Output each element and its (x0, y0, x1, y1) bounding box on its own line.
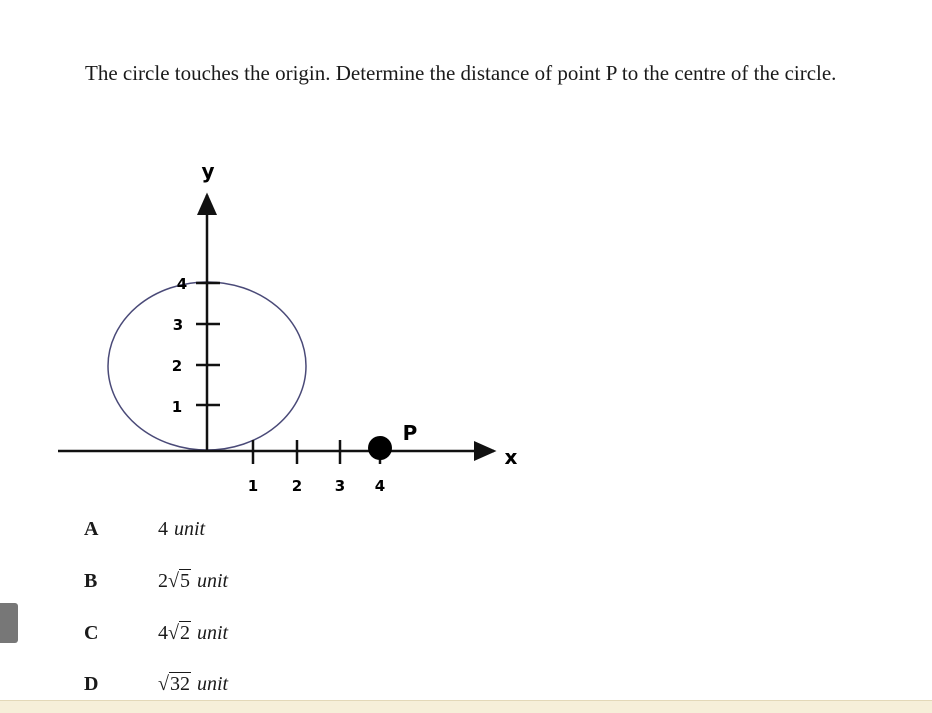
option-b-letter: B (84, 570, 98, 592)
option-b-coef: 2 (158, 570, 168, 592)
option-c-answer (158, 622, 228, 645)
x-axis-label: x (504, 445, 518, 469)
radical-sign-icon: √ (168, 622, 179, 644)
option-d-answer (158, 673, 228, 696)
side-scroll-tab[interactable] (0, 603, 18, 643)
x-tick-label-2: 2 (291, 477, 303, 495)
x-tick-label-3: 3 (334, 477, 346, 495)
bottom-bar (0, 700, 932, 713)
question-text: The circle touches the origin. Determine the distance of point P to the centre of the circle. (85, 61, 837, 85)
y-tick-label-3: 3 (172, 316, 184, 334)
option-c-letter: C (84, 622, 99, 644)
option-c-coef: 4 (158, 622, 168, 644)
radical-sign-icon: √ (168, 570, 179, 592)
option-c-radical (168, 622, 191, 645)
option-b-answer (158, 570, 228, 593)
option-d-radicand: 32 (169, 673, 190, 695)
option-a-unit: unit (174, 518, 206, 540)
option-a-coef: 4 (158, 518, 168, 540)
option-b-radicand: 5 (179, 570, 190, 592)
option-c-unit: unit (196, 622, 229, 644)
option-b-unit: unit (196, 570, 229, 592)
option-a-answer (158, 518, 205, 541)
option-d-radical (158, 673, 191, 696)
point-p (368, 436, 392, 460)
option-b-radical (168, 570, 191, 593)
option-c-radicand: 2 (179, 622, 190, 644)
y-tick-label-2: 2 (171, 357, 183, 375)
option-d-letter: D (84, 673, 99, 695)
x-tick-label-4: 4 (374, 477, 386, 495)
radical-sign-icon: √ (158, 673, 169, 695)
y-tick-label-4: 4 (176, 275, 188, 293)
y-axis-label: y (201, 159, 215, 183)
x-tick-label-1: 1 (247, 477, 259, 495)
option-d-unit: unit (196, 673, 229, 695)
option-a-letter: A (84, 518, 99, 540)
point-p-label: P (402, 421, 418, 445)
y-tick-label-1: 1 (171, 398, 183, 416)
